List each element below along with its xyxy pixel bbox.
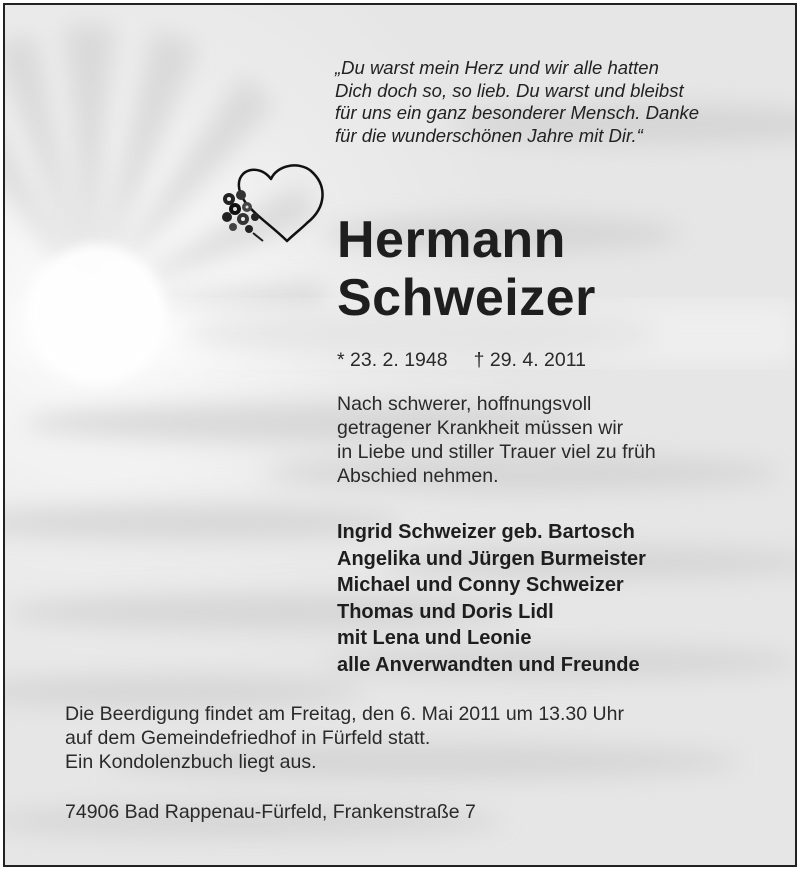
quote-block [335, 57, 755, 147]
funeral-line: auf dem Gemeindefriedhof in Fürfeld statt. [65, 727, 431, 749]
mourner-line: Ingrid Schweizer geb. Bartosch [337, 521, 635, 543]
quote-line: Dich doch so, so lieb. Du warst und bleibst [335, 79, 684, 101]
heart-outline-icon [219, 157, 334, 252]
farewell-message [337, 392, 656, 488]
message-line: Abschied nehmen. [337, 465, 499, 487]
funeral-info [65, 702, 624, 774]
family-address: 74906 Bad Rappenau-Fürfeld, Frankenstraße 7 [65, 801, 476, 823]
mourners-list [337, 519, 646, 678]
message-line: getragener Krankheit müssen wir [337, 417, 624, 439]
mourner-line: Michael und Conny Schweizer [337, 574, 624, 596]
death-date: † 29. 4. 2011 [473, 349, 586, 371]
first-name: Hermann [337, 211, 566, 269]
last-name: Schweizer [337, 269, 596, 327]
birth-date: * 23. 2. 1948 [337, 349, 448, 371]
funeral-line: Ein Kondolenzbuch liegt aus. [65, 751, 317, 773]
mourner-line: Angelika und Jürgen Burmeister [337, 547, 646, 570]
message-line: Nach schwerer, hoffnungsvoll [337, 393, 592, 415]
flower-bouquet-icon [222, 190, 263, 241]
deceased-name [337, 211, 596, 327]
obituary-card [3, 3, 797, 867]
mourner-line: alle Anverwandten und Freunde [337, 653, 640, 676]
message-line: in Liebe und stiller Trauer viel zu früh [337, 441, 656, 463]
quote-line: für uns ein ganz besonderer Mensch. Danke [335, 102, 700, 123]
life-dates [337, 349, 586, 372]
mourner-line: mit Lena und Leonie [337, 627, 532, 649]
quote-line: „Du warst mein Herz und wir alle hatten [335, 57, 659, 78]
mourner-line: Thomas und Doris Lidl [337, 600, 554, 623]
quote-line: für die wunderschönen Jahre mit Dir.“ [335, 124, 643, 146]
funeral-line: Die Beerdigung findet am Freitag, den 6. Mai 2011 um 13.30 Uhr [65, 703, 624, 725]
